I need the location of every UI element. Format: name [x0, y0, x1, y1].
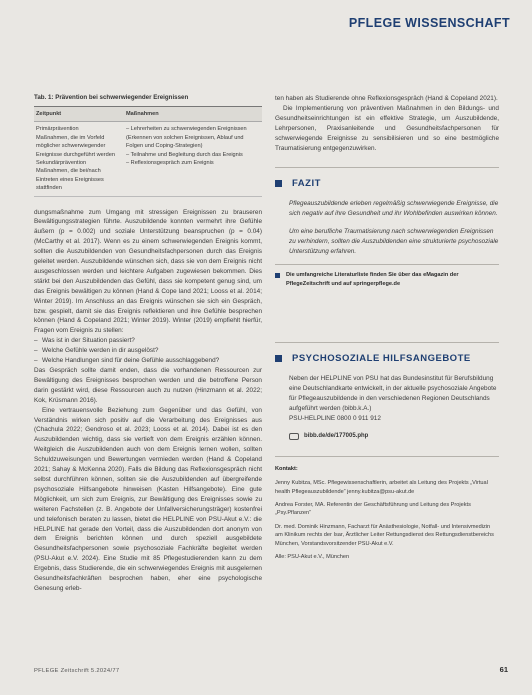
- table-header-zeitpunkt: Zeitpunkt: [34, 107, 124, 122]
- psych-heading: [275, 353, 499, 364]
- fazit-box: [275, 199, 499, 256]
- divider: [275, 342, 499, 343]
- fazit-title: FAZIT: [292, 178, 321, 190]
- contact-title: Kontakt:: [275, 465, 298, 472]
- right-body-text: [275, 94, 499, 153]
- fazit-heading: [275, 178, 499, 189]
- paragraph: dungsmaßnahme zum Umgang mit stressigen Ereignissen zu brauseren Bewältigungsstrategien führte. Auszubildende konnten vermehrt ihre Gefühle äußern (p = 0.002) und soziale Unterstützung beanspruchen (p = 0.04) (McCarthy et al. 2017). Wenn es zu einem schwerwiegenden Ereignis kommt, sollten die Auszubildenden von Gesundheitsfachpersonen durch das Ereignis geleitet werden. Auszubildende wünschen sich, dass sie von dem Ereignis nicht ausgeschlossen werden und leichtere Aufgaben zugewiesen bekommen. Dies stärkt bei den Auszubildenden das Gefühl, dass sie kompetent genug sind, um das Ereignis bewältigen zu können (Hand & Cope land 2021; Looss et al. 2014; Winter 2019). Im Anschluss an das Ereignis wünschen sie sich ein Gespräch, bzw. gespielt, damit sie das Ereignis reflektieren und ihre Gefühle besprechen können (Hand & Copeland 2021; Winter 2019). Winter (2019) empfiehlt hierfür, Fragen vom Ereignis zu stellen:: [34, 208, 262, 335]
- table-header-massnahmen: Maßnahmen: [124, 107, 262, 122]
- table-title: Tab. 1: Prävention bei schwerwiegender Ereignissen: [34, 94, 189, 101]
- bullet-item: – Welche Gefühle werden in dir ausgelöst?: [34, 346, 262, 356]
- note-square-icon: [275, 273, 280, 278]
- bibb-link[interactable]: [289, 432, 499, 442]
- section-square-icon: [275, 180, 282, 187]
- literature-note-text: Die umfangreiche Literaturliste finden Sie über das eMagazin der PflegeZeitschrift und auf springerpflege.de: [286, 272, 459, 287]
- contact-box: [275, 465, 499, 562]
- contact-entry: Dr. med. Dominik Hinzmann, Facharzt für Anästhesiologie, Notfall- und Intensivmedizin am Klinikum rechts der Isar, Ärztlicher Leiter Rettungsdienst des Rettungsdienstbereichs München, Vorstandsvorsitzender PSU-Akut e.V.: [275, 523, 494, 547]
- contact-entry: Alle: PSU-Akut e.V., München: [275, 554, 350, 561]
- footer-journal: PFLEGE Zeitschrift 5.2024/77: [34, 668, 120, 674]
- contact-entry: Andrea Forster, MA. Referentin der Geschäftsführung und Leitung des Projekts „Psy.Pflanzen“: [275, 502, 471, 517]
- bullet-item: – Welche Handlungen sind für deine Gefühle ausschlaggebend?: [34, 356, 262, 366]
- table-cell-zeitpunkt: Primärprävention Maßnahmen, die im Vorfeld möglicher schwerwiegender Ereignisse durchgeführt werden Sekundärprävention Maßnahmen, die bei/nach Eintreten eines Ereignisses stattfinden: [34, 122, 124, 196]
- fazit-paragraph: Pflegeauszubildende erleben regelmäßig schwerwiegende Ereignisse, die sich negativ auf ihre Gesundheit und ihr Wohlbefinden auswirken können.: [289, 200, 499, 218]
- psych-box: [275, 374, 499, 441]
- bibb-link-text: bibb.de/de/177005.php: [304, 432, 369, 439]
- fazit-paragraph: Um eine berufliche Traumatisierung nach schwerwiegenden Ereignissen zu verhindern, sollten die Auszubildenden eine strukturierte psychosoziale Unterstützung erfahren.: [289, 228, 499, 255]
- psych-text: Neben der HELPLINE von PSU hat das Bundesinstitut für Berufsbildung eine Deutschlandkarte entwickelt, in der aktuelle psychosoziale Angebote für Pflegeauszubildende in den verschiedenen Regionen Deutschlands aufgeführt werden (bibb.k.A.) PSU-HELPLINE 0800 0 911 912: [289, 375, 497, 423]
- paragraph: Das Gespräch sollte damit enden, dass die vorhandenen Ressourcen zur Bewältigung des Ereignisses besprochen werden und die betroffene Person darin gestärkt wird, diese Ressourcen auch zu nutzen (Hinzmann et al. 2022; Kok, Krüsmann 2016).: [34, 367, 262, 404]
- bullet-item: – Was ist in der Situation passiert?: [34, 336, 262, 346]
- link-icon: [289, 433, 299, 440]
- paragraph: ten haben als Studierende ohne Reflexionsgespräch (Hand & Copeland 2021).: [275, 95, 498, 102]
- divider: [275, 167, 499, 168]
- prevention-table: [34, 106, 262, 197]
- table-row: [34, 122, 262, 196]
- section-square-icon: [275, 355, 282, 362]
- literature-note[interactable]: [275, 271, 499, 288]
- left-column: [34, 94, 262, 594]
- left-body-text: [34, 208, 262, 594]
- psych-title: PSYCHOSOZIALE HILFSANGEBOTE: [292, 353, 471, 365]
- journal-header: PFLEGE WISSENSCHAFT: [348, 16, 510, 30]
- page-number: 61: [499, 665, 508, 674]
- divider: [275, 264, 499, 265]
- divider: [275, 456, 499, 457]
- table-cell-massnahmen: – Lehrerheiten zu schwerwiegenden Ereignissen (Erkennen von solchen Ereignissen, Ablauf und Folgen und Coping-Strategien) – Teilnahme und Begleitung durch das Ereignis – Reflexionsgespräch zum Ereignis: [124, 122, 262, 196]
- paragraph: Eine vertrauensvolle Beziehung zum Gegenüber und das Gefühl, von Verständnis wirken sich positiv auf die Verarbeitung des Ereignisses aus (Chachula 2022; Gendroso et al. 2023; Looss et al. 2014). Dabei ist es den Auszubildenden wichtig, dass sie vertieft von dem Ereignis erzählen können. Weitgleich die Auszubildenden auch von dem Ereignis lernen wollen, sollten Schuldzuweisungen und Bewertungen vermieden werden (Hand & Copeland 2021; Sahay & McKenna 2020). Falls die Bildung das Reflexionsgespräch nicht selbst durchführen können, sollten sie die Auszubildenden auf übergreifende psychosoziale Hilfsangebote hinweisen (Kasten Hilfsangebote). Eine gute Möglichkeit, um sich zum Ereignis, zur Bewältigung des Ereignisses sowie zu weiteren Fachstellen (z. B. Angebote der Unfallversicherungsträger) kostenfrei und telefonisch beraten zu lassen, bietet die HELPLINE von PSU-Akut e.V.: die HELPLINE hat gerade den Vorteil, dass die Auszubildenden dort anonym von dem Ereignis berichten können und durch speziell ausgebildete Gesundheitsfachpersonen sowie psychosoziale Fachkräfte begleitet werden (PSU-Akut e.V. 2024). Eine Studie mit 85 Pflegestudierenden kann zu dem Ergebnis, dass Studierende, die ein schwerwiegendes Ereignis mit ausgelernen Gesundheitsfachkräften besprochen haben, eher eine psychologische Genesung erleb-: [34, 406, 262, 592]
- right-column: [275, 94, 499, 567]
- contact-entry: Jenny Kubitza, MSc. Pflegewissenschaftlerin, arbeitet als Leitung des Projekts „Virtual health Pflegeauszubildende“ jenny.kubitza@psu-akut.de: [275, 480, 488, 495]
- paragraph: Die Implementierung von präventiven Maßnahmen in den Bildungs- und Gesundheitseinrichtungen ist ein effektive Strategie, um Auszubildende, Lehrpersonen, Praxisanleitende und Gesundheitsfachpersonen für schwerwiegende Ereignisse zu sensibilisieren und so eine bestmögliche Traumatisierung entgegenzuwirken.: [275, 104, 499, 152]
